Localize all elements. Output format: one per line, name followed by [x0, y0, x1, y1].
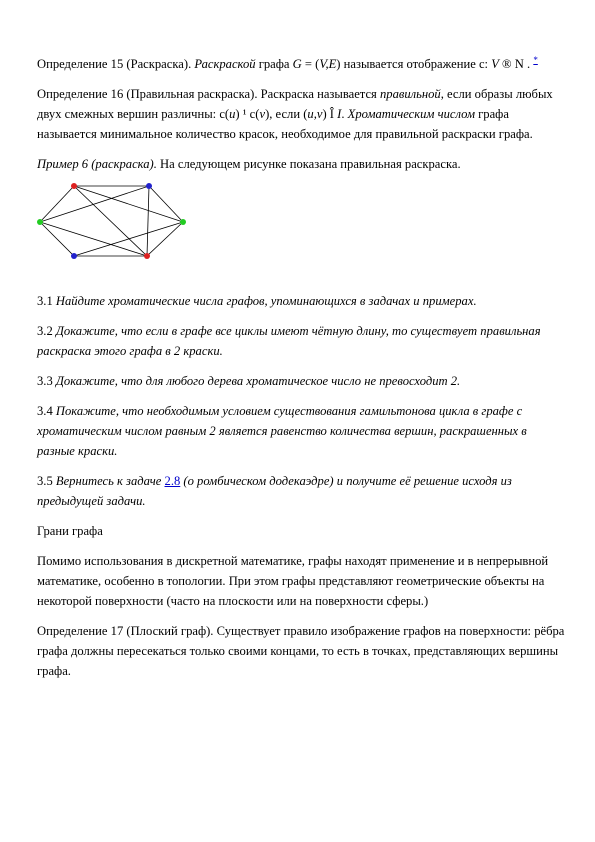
graph-vertex	[71, 183, 77, 189]
task-number: 3.2	[37, 324, 53, 339]
task-number: 3.1	[37, 294, 53, 309]
task-3-2: 3.2 Докажите, что если в графе все циклы имеют чётную длину, то существует правильная раскраска этого графа в 2 краски.	[37, 324, 541, 359]
definition-17-heading: Определение 17 (Плоский граф).	[37, 624, 214, 639]
task-number: 3.4	[37, 404, 53, 419]
graph-edge	[147, 186, 149, 256]
graph-vertex	[146, 183, 152, 189]
definition-15-heading: Определение 15 (Раскраска).	[37, 57, 192, 72]
task-3-4: 3.4 Покажите, что необходимым условием существования гамильтонова цикла в графе с хроматическим числом равным 2 является равенство количества вершин, раскрашенных в разные краски.	[37, 404, 527, 459]
definition-15: Определение 15 (Раскраска). Раскраской графа G = (V,E) называется отображение c: V ® N . *	[37, 55, 538, 72]
section-title: Грани графа	[37, 524, 103, 539]
graph-vertex	[180, 219, 186, 225]
graph-vertex	[71, 253, 77, 259]
term-coloring: Раскраской	[194, 57, 256, 72]
graph-edge	[40, 222, 147, 256]
graph-edge	[74, 186, 147, 256]
graph-edge	[40, 186, 149, 222]
paragraph-graph-faces: Помимо использования в дискретной математике, графы находят применение и в непрерывной математике, особенно в топологии. При этом графы представляют геометрические объекты на некоторой поверхности (часто на плоскости или на поверхности сферы.)	[37, 554, 549, 609]
example-6-heading: Пример 6 (раскраска).	[37, 157, 157, 172]
document-body	[37, 50, 567, 691]
coloring-graph-figure	[37, 178, 197, 263]
footnote-link[interactable]: *	[533, 55, 538, 65]
task-3-3: 3.3 Докажите, что для любого дерева хроматическое число не превосходит 2.	[37, 374, 461, 389]
task-number: 3.5	[37, 474, 53, 489]
graph-vertex	[144, 253, 150, 259]
graph-vertex	[37, 219, 43, 225]
definition-16-heading: Определение 16 (Правильная раскраска).	[37, 87, 258, 102]
graph-edge	[74, 222, 183, 256]
task-number: 3.3	[37, 374, 53, 389]
example-6: Пример 6 (раскраска). На следующем рисунке показана правильная раскраска.	[37, 157, 461, 172]
graph-edge	[147, 222, 183, 256]
graph-edge	[74, 186, 183, 222]
term-proper: правильной	[380, 87, 441, 102]
term-chromatic-number: Хроматическим числом	[347, 107, 475, 122]
task-3-1: 3.1 Найдите хроматические числа графов, упоминающихся в задачах и примерах.	[37, 294, 477, 309]
task-link-2-8[interactable]: 2.8	[164, 474, 181, 489]
task-3-5: 3.5 Вернитесь к задаче 2.8 (о ромбическом додекаэдре) и получите её решение исходя из предыдущей задачи.	[37, 474, 512, 509]
definition-17: Определение 17 (Плоский граф). Существует правило изображение графов на поверхности: рёбра графа должны пересекаться только своими концами, то есть в точках, представляющих вершины графа.	[37, 624, 565, 679]
definition-16: Определение 16 (Правильная раскраска). Раскраска называется правильной, если образы любых двух смежных вершин различны: c(u) ¹ c(v), если (u,v) Î I. Хроматическим числом графа называется минимальное количество красок, необходимое для правильной раскраски графа.	[37, 87, 553, 142]
